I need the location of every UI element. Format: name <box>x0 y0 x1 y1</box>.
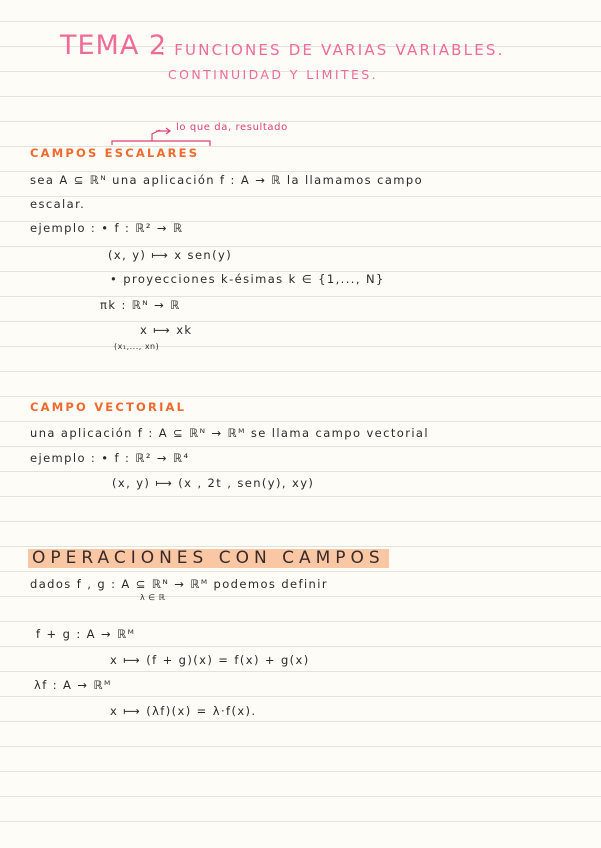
heading-operaciones: OPERACIONES CON CAMPOS <box>28 549 389 568</box>
page-title-line1: : FUNCIONES DE VARIAS VARIABLES. <box>160 41 505 59</box>
vectorial-example-label: ejemplo : • f : ℝ² → ℝ⁴ <box>30 451 190 465</box>
vectorial-example-map: (x, y) ⟼ (x , 2t , sen(y), xy) <box>112 476 315 490</box>
escalar-example-map: (x, y) ⟼ x sen(y) <box>108 248 233 262</box>
escalar-definition-line2: escalar. <box>30 197 86 211</box>
scalar-definition: λf : A → ℝᴹ <box>34 678 112 692</box>
lambda-in-r: λ ∈ ℝ <box>140 593 166 602</box>
escalar-example-label: ejemplo : • f : ℝ² → ℝ <box>30 221 184 235</box>
page-title-line2: CONTINUIDAD Y LIMITES. <box>168 67 378 82</box>
projection-definition: πk : ℝᴺ → ℝ <box>100 298 181 312</box>
projection-vector-note: (x₁,..., xn) <box>114 342 160 351</box>
scalar-map: x ⟼ (λf)(x) = λ·f(x). <box>110 704 257 718</box>
heading-campo-vectorial: CAMPO VECTORIAL <box>30 400 187 414</box>
escalar-definition-line1: sea A ⊆ ℝᴺ una aplicación f : A → ℝ la llamamos campo <box>30 173 424 187</box>
sum-map: x ⟼ (f + g)(x) = f(x) + g(x) <box>110 653 310 667</box>
sum-definition: f + g : A → ℝᴹ <box>36 627 136 641</box>
vectorial-definition: una aplicación f : A ⊆ ℝᴺ → ℝᴹ se llama campo vectorial <box>30 426 429 440</box>
operaciones-dados: dados f , g : A ⊆ ℝᴺ → ℝᴹ podemos definir <box>30 577 328 591</box>
page-title-tema: TEMA 2 <box>60 30 168 61</box>
projection-map: x ⟼ xk <box>140 323 193 337</box>
projections-line: • proyecciones k-ésimas k ∈ {1,..., N} <box>110 272 385 286</box>
heading-campos-escalares: CAMPOS ESCALARES <box>30 146 200 160</box>
note-resultado: lo que da, resultado <box>176 122 288 133</box>
